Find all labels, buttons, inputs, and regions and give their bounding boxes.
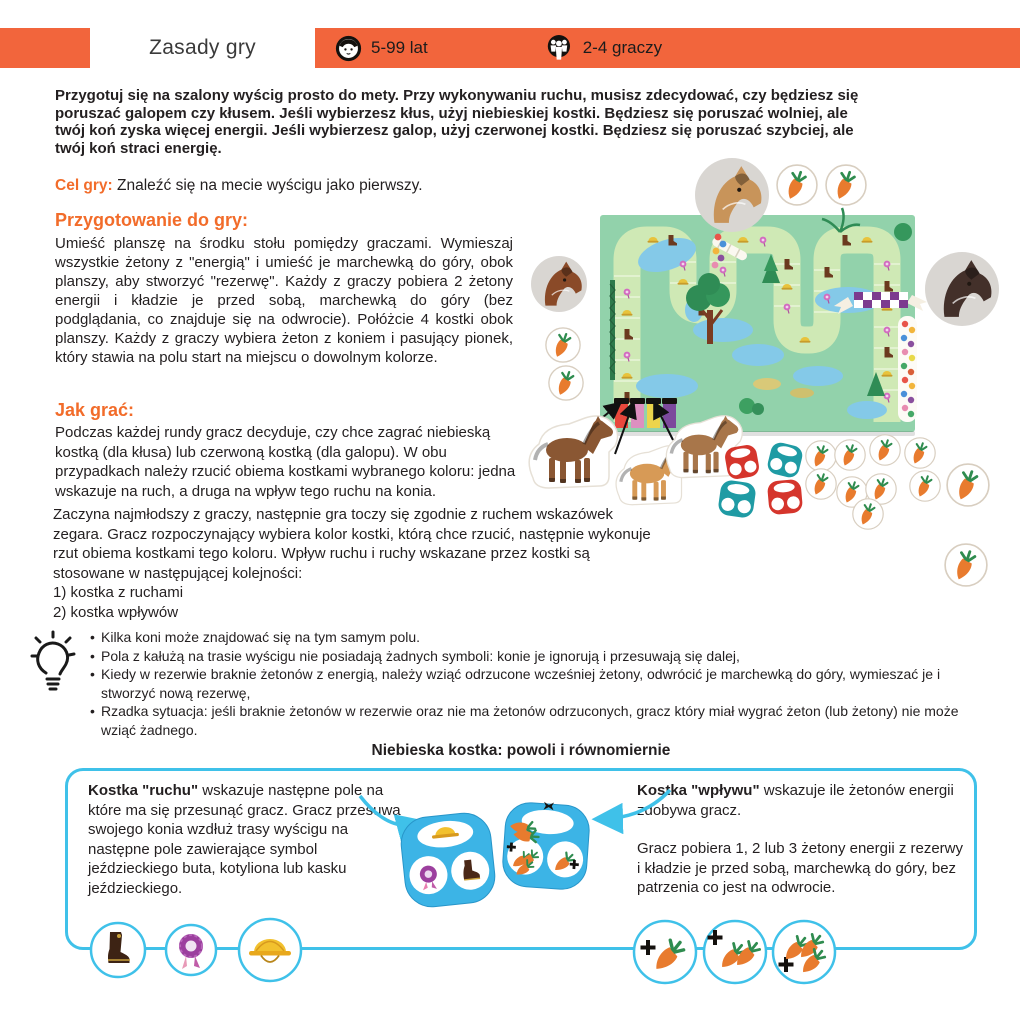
lightbulb-icon <box>24 628 82 702</box>
carrot-token <box>777 165 817 205</box>
influence-die-text-2: Gracz pobiera 1, 2 lub 3 żetony energii z rezerwy i kładzie je przed sobą, marchewką do góry, bez patrzenia co jest na odwrocie. <box>637 840 963 896</box>
blue-influence-die <box>501 799 591 891</box>
goal-label: Cel gry: <box>55 177 113 194</box>
tip-item: • Rzadka sytuacja: jeśli braknie żetonów w rezerwie oraz nie ma żetonów odrzuconych, gracz który miał wygrać żeton (lub żetony) nie może wziąć żadnego. <box>88 702 988 739</box>
influence-die-label: Kostka "wpływu" <box>637 782 760 799</box>
tip-item: • Kilka koni może znajdować się na tym samym polu. <box>88 628 988 647</box>
arrow-to-influence-die <box>602 790 670 819</box>
tips-list <box>88 628 988 739</box>
hedge <box>610 280 615 380</box>
horse-token-top <box>695 158 769 232</box>
header-bar <box>315 28 1020 68</box>
influence-die-text: wskazuje ile żetonów energii zdobywa gracz. <box>637 782 954 819</box>
header <box>0 28 1020 68</box>
age-range: 5-99 lat <box>371 38 428 57</box>
blue-dice-title: Niebieska kostka: powoli i równomiernie <box>371 742 671 759</box>
header-orange-block <box>0 28 90 68</box>
carrot-token <box>945 544 987 586</box>
game-board <box>600 208 927 436</box>
list-item: 2) kostka wpływów <box>53 603 179 621</box>
horse-token-left <box>531 256 587 312</box>
list-item: 1) kostka z ruchami <box>53 584 184 601</box>
helmet-circle <box>239 919 301 981</box>
players-icon <box>547 35 574 62</box>
carrot-token <box>546 328 580 362</box>
how-to-play-paragraph-1: Podczas każdej rundy gracz decyduje, czy chce zagrać niebieską kostką (dla kłusa) lub czerwoną kostką (dla galopu). W obu przypadkach należy rzucić obiema kostkami wybranego koloru: jedna wskazuje na ruch, a druga na wpływ tego ruchu na konia. <box>55 424 516 500</box>
setup-heading: Przygotowanie do gry: <box>55 210 249 230</box>
horse-pawn <box>529 416 617 488</box>
dice-set <box>717 441 804 519</box>
setup-paragraph: Umieść planszę na środku stołu pomiędzy graczami. Wymieszaj wszystkie żetony z "energią" i umieść je marchewką do góry, obok planszy, aby stworzyć "rezerwę". Każdy z graczy pobiera 2 żetony energii i kładzie je przed sobą, marchewką do góry (bez podglądania, co znajduje się na odwrocie). Połóżcie 4 kostki obok planszy. Każdy z graczy wybiera żeton z koniem i pasujący pionek, który stawia na polu start na miejscu o dowolnym kolorze. <box>55 235 513 366</box>
two-carrots-circle <box>704 921 766 983</box>
page-title-tab <box>90 28 315 68</box>
goal-text: Znaleźć się na mecie wyścigu jako pierwszy. <box>112 177 423 194</box>
carrot-token <box>947 464 989 506</box>
intro-paragraph: Przygotuj się na szalony wyścig prosto do mety. Przy wykonywaniu ruchu, musisz zdecydować, czy będziesz się poruszać galopem czy kłusem. Jeśli wybierzesz kłus, użyj niebieskiej kostki. Będziesz się poruszać wolniej, ale twój koń zyska więcej energii. Jeśli wybierzesz galop, użyj czerwonej kostki. Będziesz się poruszać szybciej, ale twój koń straci energię. <box>55 87 859 157</box>
players-count: 2-4 graczy <box>582 38 663 57</box>
game-components-illustration <box>515 152 1015 597</box>
arrow-to-movement-die <box>360 796 418 825</box>
how-to-play-text: Zaczyna najmłodszy z graczy, następnie gra toczy się zgodnie z ruchem wskazówek zegara. Gracz rozpoczynający wybiera kolor kostki, którą chce rzucić, następnie wykonuje rzut obiema kostkami tego koloru. Wpływ ruchu i ruchy wskazane przez kostki są stosowane w następującej kolejności: <box>53 506 651 582</box>
movement-die-text: wskazuje następne pole na które ma się przesunąć gracz. Gracz przesuwa swojego konia wzdłuż trasy wyścigu na następne pole zawierające symbol jeździeckiego buta, kotyliona lub kasku jeździeckiego. <box>88 782 401 897</box>
one-carrot-circle <box>634 921 696 983</box>
rosette-circle <box>166 925 216 975</box>
movement-die-label: Kostka "ruchu" <box>88 782 199 799</box>
age-icon <box>335 35 362 62</box>
carrot-token <box>549 366 583 400</box>
influence-die-paragraph <box>637 781 969 898</box>
blue-movement-die <box>399 811 498 910</box>
finish-crowd <box>898 316 917 422</box>
carrot-token-pile <box>806 435 940 529</box>
three-carrots-circle <box>773 921 835 983</box>
tip-item: • Kiedy w rezerwie braknie żetonów z energią, należy wziąć odrzucone wcześniej żetony, odwrócić je marchewką do góry, wymieszać je i stworzyć nową rezerwę, <box>88 665 988 702</box>
tip-item: • Pola z kałużą na trasie wyścigu nie posiadają żadnych symboli: konie je ignorują i przesuwają się dalej, <box>88 647 988 666</box>
horse-token-right <box>925 252 999 326</box>
page-title: Zasady gry <box>149 36 256 59</box>
how-to-play-heading: Jak grać: <box>55 400 135 420</box>
boot-circle <box>91 923 145 977</box>
symbol-legend-circles <box>0 902 1020 1010</box>
carrot-token <box>826 165 866 205</box>
